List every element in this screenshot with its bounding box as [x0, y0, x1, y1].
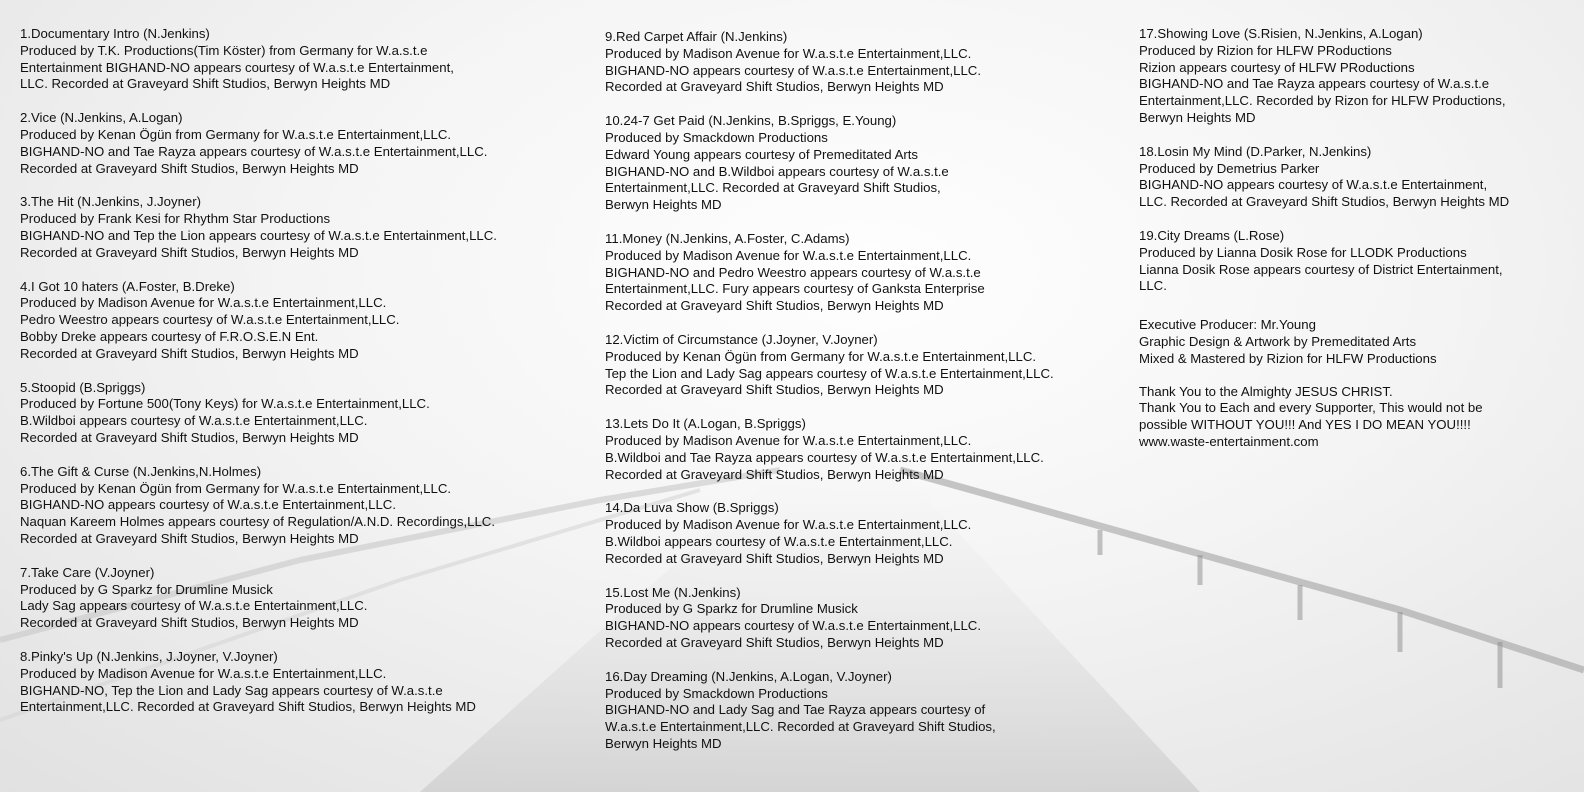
track-credit-line: Edward Young appears courtesy of Premeditated Arts	[605, 146, 919, 162]
track-credit-line: B.Wildboi and Tae Rayza appears courtesy of W.a.s.t.e Entertainment,LLC.	[605, 449, 1044, 465]
track-title: 17.Showing Love (S.Risien, N.Jenkins, A.Logan)	[1139, 26, 1423, 41]
track-credit-line: BIGHAND-NO and Lady Sag and Tae Rayza appears courtesy of	[605, 702, 986, 718]
track-title: 13.Lets Do It (A.Logan, B.Spriggs)	[605, 416, 806, 432]
track-title: 9.Red Carpet Affair (N.Jenkins)	[605, 29, 788, 44]
track-credit-line: Produced by Madison Avenue for W.a.s.t.e Entertainment,LLC.	[605, 247, 972, 263]
track-credit-line: Rizion appears courtesy of HLFW PRoductions	[1139, 59, 1415, 75]
track-credit-line: BIGHAND-NO, Tep the Lion and Lady Sag appears courtesy of W.a.s.t.e	[20, 682, 443, 698]
track-title: 14.Da Luva Show (B.Spriggs)	[605, 500, 779, 516]
track-4	[20, 279, 580, 363]
tracklist-column-1	[20, 26, 580, 733]
track-credit-line: Produced by G Sparkz for Drumline Musick	[20, 581, 273, 597]
track-credit-line: Produced by Madison Avenue for W.a.s.t.e Entertainment,LLC.	[605, 45, 972, 61]
track-title: 15.Lost Me (N.Jenkins)	[605, 584, 741, 600]
thank-you-notes	[1139, 384, 1569, 451]
track-credit-line: LLC. Recorded at Graveyard Shift Studios, Berwyn Heights MD	[20, 76, 391, 92]
track-title: 8.Pinky's Up (N.Jenkins, J.Joyner, V.Joyner)	[20, 648, 278, 664]
track-credit-line: Produced by Rizion for HLFW PRoductions	[1139, 42, 1392, 58]
track-credit-line: Tep the Lion and Lady Sag appears courtesy of W.a.s.t.e Entertainment,LLC.	[605, 365, 1054, 381]
guardrail-posts	[1100, 530, 1500, 688]
track-credit-line: LLC. Recorded at Graveyard Shift Studios, Berwyn Heights MD	[1139, 194, 1510, 210]
track-3	[20, 194, 580, 261]
track-credit-line: Recorded at Graveyard Shift Studios, Berwyn Heights MD	[605, 79, 944, 95]
track-6	[20, 464, 580, 548]
thanks-line: Thank You to the Almighty JESUS CHRIST.	[1139, 383, 1393, 399]
track-title: 2.Vice (N.Jenkins, A.Logan)	[20, 110, 183, 126]
track-credit-line: Produced by Kenan Ögün from Germany for W.a.s.t.e Entertainment,LLC.	[605, 348, 1037, 364]
track-title: 19.City Dreams (L.Rose)	[1139, 227, 1285, 243]
track-credit-line: Berwyn Heights MD	[1139, 109, 1256, 125]
track-credit-line: W.a.s.t.e Entertainment,LLC. Recorded at Graveyard Shift Studios,	[605, 719, 996, 735]
track-credit-line: Produced by Lianna Dosik Rose for LLODK Productions	[1139, 244, 1467, 260]
track-15	[605, 585, 1125, 652]
track-credit-line: BIGHAND-NO and B.Wildboi appears courtesy of W.a.s.t.e	[605, 163, 949, 179]
track-title: 1.Documentary Intro (N.Jenkins)	[20, 26, 210, 41]
album-credits	[1139, 317, 1569, 451]
track-credit-line: Produced by Demetrius Parker	[1139, 160, 1320, 176]
track-title: 4.I Got 10 haters (A.Foster, B.Dreke)	[20, 278, 235, 294]
track-16	[605, 669, 1125, 753]
track-credit-line: Naquan Kareem Holmes appears courtesy of Regulation/A.N.D. Recordings,LLC.	[20, 514, 495, 530]
track-9	[605, 29, 1125, 96]
tracklist-column-3	[1139, 26, 1569, 467]
track-credit-line: Produced by G Sparkz for Drumline Musick	[605, 601, 858, 617]
website-url: www.waste-entertainment.com	[1139, 433, 1319, 449]
track-credit-line: LLC.	[1139, 278, 1167, 294]
track-credit-line: Produced by Madison Avenue for W.a.s.t.e Entertainment,LLC.	[20, 665, 387, 681]
track-credit-line: Produced by Smackdown Productions	[605, 685, 828, 701]
track-credit-line: Entertainment,LLC. Recorded by Rizon for HLFW Productions,	[1139, 93, 1506, 109]
track-credit-line: BIGHAND-NO appears courtesy of W.a.s.t.e Entertainment,LLC.	[605, 62, 981, 78]
track-credit-line: Recorded at Graveyard Shift Studios, Berwyn Heights MD	[20, 429, 359, 445]
track-11	[605, 231, 1125, 315]
track-title: 10.24-7 Get Paid (N.Jenkins, B.Spriggs, E.Young)	[605, 113, 897, 129]
track-credit-line: Recorded at Graveyard Shift Studios, Berwyn Heights MD	[605, 550, 944, 566]
track-7	[20, 565, 580, 632]
track-5	[20, 380, 580, 447]
track-credit-line: B.Wildboi appears courtesy of W.a.s.t.e Entertainment,LLC.	[605, 533, 953, 549]
track-credit-line: BIGHAND-NO appears courtesy of W.a.s.t.e Entertainment,LLC.	[605, 618, 981, 634]
track-credit-line: BIGHAND-NO appears courtesy of W.a.s.t.e Entertainment,LLC.	[20, 497, 396, 513]
track-2	[20, 110, 580, 177]
track-8	[20, 649, 580, 716]
tracklist-column-2	[605, 29, 1125, 770]
track-credit-line: Lady Sag appears courtesy of W.a.s.t.e Entertainment,LLC.	[20, 598, 368, 614]
track-title: 3.The Hit (N.Jenkins, J.Joyner)	[20, 194, 202, 210]
thanks-line: Thank You to Each and every Supporter, This would not be	[1139, 400, 1483, 416]
track-credit-line: Produced by Fortune 500(Tony Keys) for W.a.s.t.e Entertainment,LLC.	[20, 396, 430, 412]
track-credit-line: BIGHAND-NO and Tae Rayza appears courtesy of W.a.s.t.e	[1139, 76, 1490, 92]
mixing-credit: Mixed & Mastered by Rizion for HLFW Productions	[1139, 350, 1437, 366]
track-credit-line: BIGHAND-NO and Pedro Weestro appears courtesy of W.a.s.t.e	[605, 264, 981, 280]
artwork-credit: Graphic Design & Artwork by Premeditated Arts	[1139, 333, 1417, 349]
track-title: 7.Take Care (V.Joyner)	[20, 564, 155, 580]
track-credit-line: Produced by Madison Avenue for W.a.s.t.e Entertainment,LLC.	[20, 295, 387, 311]
track-credit-line: Recorded at Graveyard Shift Studios, Berwyn Heights MD	[20, 345, 359, 361]
track-credit-line: Produced by Smackdown Productions	[605, 129, 828, 145]
production-credits	[1139, 317, 1569, 367]
track-credit-line: Entertainment,LLC. Recorded at Graveyard Shift Studios,	[605, 180, 941, 196]
track-credit-line: Produced by Kenan Ögün from Germany for W.a.s.t.e Entertainment,LLC.	[20, 126, 452, 142]
track-10	[605, 113, 1125, 214]
track-credit-line: Produced by Frank Kesi for Rhythm Star Productions	[20, 211, 331, 227]
track-credit-line: Produced by Kenan Ögün from Germany for W.a.s.t.e Entertainment,LLC.	[20, 480, 452, 496]
track-title: 5.Stoopid (B.Spriggs)	[20, 379, 146, 395]
track-credit-line: Recorded at Graveyard Shift Studios, Berwyn Heights MD	[20, 244, 359, 260]
track-credit-line: Bobby Dreke appears courtesy of F.R.O.S.E.N Ent.	[20, 328, 319, 344]
executive-producer: Executive Producer: Mr.Young	[1139, 317, 1316, 333]
track-credit-line: Produced by Madison Avenue for W.a.s.t.e Entertainment,LLC.	[605, 432, 972, 448]
track-title: 12.Victim of Circumstance (J.Joyner, V.Joyner)	[605, 331, 878, 347]
track-credit-line: Pedro Weestro appears courtesy of W.a.s.t.e Entertainment,LLC.	[20, 312, 400, 328]
track-credit-line: Entertainment,LLC. Recorded at Graveyard Shift Studios, Berwyn Heights MD	[20, 699, 476, 715]
track-credit-line: Lianna Dosik Rose appears courtesy of District Entertainment,	[1139, 261, 1503, 277]
track-credit-line: Produced by Madison Avenue for W.a.s.t.e Entertainment,LLC.	[605, 517, 972, 533]
track-17	[1139, 26, 1569, 127]
track-14	[605, 500, 1125, 567]
track-title: 18.Losin My Mind (D.Parker, N.Jenkins)	[1139, 143, 1372, 159]
track-credit-line: Recorded at Graveyard Shift Studios, Berwyn Heights MD	[20, 615, 359, 631]
track-1	[20, 26, 580, 93]
track-credit-line: Produced by T.K. Productions(Tim Köster) from Germany for W.a.s.t.e	[20, 42, 428, 58]
track-title: 11.Money (N.Jenkins, A.Foster, C.Adams)	[605, 230, 850, 246]
track-credit-line: Recorded at Graveyard Shift Studios, Berwyn Heights MD	[605, 298, 944, 314]
track-credit-line: Recorded at Graveyard Shift Studios, Berwyn Heights MD	[605, 634, 944, 650]
track-credit-line: Berwyn Heights MD	[605, 735, 722, 751]
track-credit-line: Entertainment BIGHAND-NO appears courtesy of W.a.s.t.e Entertainment,	[20, 59, 454, 75]
track-credit-line: BIGHAND-NO and Tae Rayza appears courtesy of W.a.s.t.e Entertainment,LLC.	[20, 143, 488, 159]
track-12	[605, 332, 1125, 399]
track-credit-line: BIGHAND-NO appears courtesy of W.a.s.t.e Entertainment,	[1139, 177, 1488, 193]
track-credit-line: Recorded at Graveyard Shift Studios, Berwyn Heights MD	[20, 530, 359, 546]
track-13	[605, 416, 1125, 483]
track-title: 6.The Gift & Curse (N.Jenkins,N.Holmes)	[20, 463, 262, 479]
track-title: 16.Day Dreaming (N.Jenkins, A.Logan, V.Joyner)	[605, 668, 892, 684]
thanks-line: possible WITHOUT YOU!!! And YES I DO MEAN YOU!!!!	[1139, 417, 1471, 433]
track-credit-line: Recorded at Graveyard Shift Studios, Berwyn Heights MD	[20, 160, 359, 176]
track-19	[1139, 228, 1569, 295]
track-credit-line: Entertainment,LLC. Fury appears courtesy of Ganksta Enterprise	[605, 281, 985, 297]
track-18	[1139, 144, 1569, 211]
track-credit-line: Berwyn Heights MD	[605, 197, 722, 213]
track-credit-line: Recorded at Graveyard Shift Studios, Berwyn Heights MD	[605, 466, 944, 482]
track-credit-line: BIGHAND-NO and Tep the Lion appears courtesy of W.a.s.t.e Entertainment,LLC.	[20, 227, 497, 243]
track-credit-line: B.Wildboi appears courtesy of W.a.s.t.e Entertainment,LLC.	[20, 413, 368, 429]
track-credit-line: Recorded at Graveyard Shift Studios, Berwyn Heights MD	[605, 382, 944, 398]
